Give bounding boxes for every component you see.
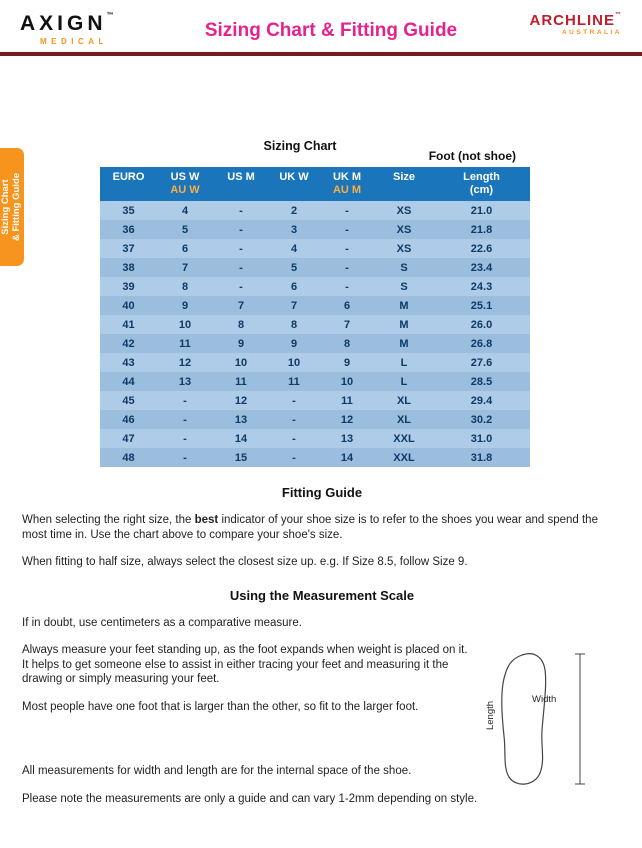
page-header: [0, 0, 642, 52]
axign-logo-tagline: MEDICAL: [40, 37, 108, 46]
table-cell: 13: [178, 375, 192, 388]
table-cell: 24.3: [470, 280, 493, 293]
table-cell: 23.4: [470, 261, 493, 274]
table-cell: 4: [290, 242, 298, 255]
column-header: Size: [375, 167, 433, 201]
table-cell: -: [183, 413, 187, 426]
archline-logo-name: [492, 12, 622, 29]
table-cell: -: [239, 204, 243, 217]
foot-outline-drawing: [488, 648, 600, 793]
side-tab-line2: & Fitting Guide: [11, 172, 22, 242]
table-cell: 12: [234, 394, 248, 407]
table-cell: 11: [288, 375, 300, 388]
sizing-table-body: [100, 201, 530, 467]
table-cell: 26.0: [470, 318, 493, 331]
page-title: Sizing Chart & Fitting Guide: [204, 20, 458, 41]
table-cell: 41: [122, 318, 135, 331]
table-row: [100, 353, 530, 372]
table-cell: 14: [340, 451, 354, 464]
archline-trademark: ™: [615, 12, 622, 18]
table-cell: 30.2: [470, 413, 493, 426]
axign-trademark: ™: [106, 12, 114, 19]
table-row: [100, 410, 530, 429]
column-header: Length (cm): [433, 167, 530, 201]
table-cell: 9: [237, 337, 245, 350]
table-cell: 7: [343, 318, 351, 331]
table-cell: 11: [341, 394, 353, 407]
table-cell: XXL: [393, 451, 415, 464]
foot-measurement-diagram: [485, 648, 600, 793]
side-tab-label: [0, 148, 24, 266]
table-cell: 25.1: [470, 299, 493, 312]
table-row: [100, 429, 530, 448]
sizing-table-header-row: [100, 167, 530, 201]
measurement-paragraph-5: Please note the measurements are only a guide and can vary 1-2mm depending on style.: [22, 792, 478, 805]
table-cell: 4: [181, 204, 189, 217]
table-cell: 27.6: [470, 356, 493, 369]
table-cell: 15: [234, 451, 248, 464]
table-cell: M: [399, 299, 409, 312]
table-cell: 10: [340, 375, 354, 388]
sizing-table: [100, 167, 530, 467]
side-tab: [0, 148, 24, 266]
table-cell: -: [345, 280, 349, 293]
measurement-paragraph-2: Always measure your feet standing up, as the foot expands when weight is placed on it. It helps to get someone else to assist in either tracing your feet and measuring it the drawing or simply measuring your feet.: [22, 644, 468, 685]
sizing-chart-section: [100, 139, 530, 467]
table-cell: 22.6: [470, 242, 493, 255]
table-cell: 10: [234, 356, 248, 369]
table-cell: 31.0: [470, 432, 493, 445]
table-cell: 14: [234, 432, 248, 445]
measurement-paragraph-3: Most people have one foot that is larger than the other, so fit to the larger foot.: [22, 700, 419, 713]
table-row: [100, 220, 530, 239]
fitting-guide-paragraph-1: [22, 513, 622, 542]
table-cell: -: [239, 280, 243, 293]
table-cell: 7: [237, 299, 245, 312]
table-cell: 26.8: [470, 337, 493, 350]
table-cell: 6: [181, 242, 189, 255]
table-cell: 10: [287, 356, 301, 369]
archline-logo: [492, 12, 622, 36]
table-row: [100, 391, 530, 410]
table-cell: 48: [122, 451, 135, 464]
table-row: [100, 334, 530, 353]
table-cell: 42: [122, 337, 135, 350]
table-cell: S: [400, 261, 408, 274]
table-cell: 40: [122, 299, 135, 312]
table-cell: 6: [290, 280, 298, 293]
table-cell: -: [239, 242, 243, 255]
column-header: US M: [213, 167, 269, 201]
table-cell: 13: [234, 413, 248, 426]
table-row: [100, 372, 530, 391]
sizing-chart-titles: [100, 139, 530, 161]
table-cell: XL: [396, 394, 412, 407]
table-cell: -: [183, 451, 187, 464]
table-cell: 9: [343, 356, 351, 369]
paragraph-text: indicator of your shoe size is to refer to the shoes you wear and spend the most time in. Use the chart above to compare your shoe's size.: [22, 514, 598, 541]
foot-not-shoe-note: Foot (not shoe): [428, 149, 516, 163]
table-cell: 6: [343, 299, 351, 312]
table-cell: 8: [343, 337, 351, 350]
table-cell: -: [239, 223, 243, 236]
foot-outline-path: [502, 654, 546, 784]
table-cell: 28.5: [470, 375, 493, 388]
table-cell: 8: [181, 280, 189, 293]
table-row: [100, 201, 530, 220]
header-divider: [0, 52, 642, 56]
table-cell: 29.4: [470, 394, 493, 407]
table-cell: 3: [290, 223, 298, 236]
table-cell: 45: [122, 394, 135, 407]
archline-logo-tagline: AUSTRALIA: [561, 29, 622, 36]
measurement-paragraph-1: If in doubt, use centimeters as a comparative measure.: [22, 616, 302, 629]
width-label: Width: [532, 694, 557, 705]
paragraph-bold-text: best: [194, 514, 219, 526]
table-cell: -: [345, 204, 349, 217]
table-cell: -: [183, 432, 187, 445]
table-cell: 2: [290, 204, 298, 217]
table-cell: S: [400, 280, 408, 293]
table-cell: 7: [181, 261, 189, 274]
table-cell: L: [400, 375, 408, 388]
fitting-guide-paragraph-2: When fitting to half size, always select the closest size up. e.g. If Size 8.5, follow Size 9.: [22, 556, 468, 568]
table-cell: 13: [340, 432, 354, 445]
axign-logo-name: [20, 12, 170, 36]
length-label: Length: [485, 700, 497, 731]
table-cell: 31.8: [470, 451, 493, 464]
table-cell: M: [399, 318, 409, 331]
archline-logo-text: ARCHLINE: [529, 12, 615, 29]
table-cell: XS: [396, 223, 412, 236]
table-cell: 46: [122, 413, 135, 426]
table-cell: -: [292, 394, 296, 407]
column-header: UK W: [269, 167, 319, 201]
table-row: [100, 258, 530, 277]
table-cell: 43: [122, 356, 135, 369]
table-row: [100, 315, 530, 334]
table-cell: 36: [122, 223, 135, 236]
table-row: [100, 448, 530, 467]
table-cell: L: [400, 356, 408, 369]
table-cell: 8: [237, 318, 245, 331]
sizing-chart-title: Sizing Chart: [263, 139, 337, 153]
column-header: UK M AU M: [319, 167, 375, 201]
table-cell: -: [239, 261, 243, 274]
table-cell: -: [345, 242, 349, 255]
table-cell: XS: [396, 204, 412, 217]
table-cell: 35: [122, 204, 135, 217]
table-cell: 21.0: [470, 204, 493, 217]
table-cell: -: [292, 413, 296, 426]
table-cell: 47: [122, 432, 135, 445]
table-row: [100, 239, 530, 258]
table-cell: 39: [122, 280, 135, 293]
table-cell: 38: [122, 261, 135, 274]
table-cell: M: [399, 337, 409, 350]
table-cell: 12: [178, 356, 192, 369]
table-cell: -: [292, 451, 296, 464]
table-cell: XXL: [393, 432, 415, 445]
table-cell: 9: [181, 299, 189, 312]
measurement-scale-heading: Using the Measurement Scale: [229, 587, 415, 603]
table-cell: 5: [181, 223, 189, 236]
table-cell: XS: [396, 242, 412, 255]
table-cell: -: [292, 432, 296, 445]
table-row: [100, 277, 530, 296]
axign-logo: [20, 12, 170, 46]
table-cell: 12: [340, 413, 354, 426]
column-header: US W AU W: [157, 167, 213, 201]
measurement-paragraph-4: All measurements for width and length are for the internal space of the shoe.: [22, 765, 412, 777]
table-cell: 21.8: [470, 223, 493, 236]
table-cell: 44: [122, 375, 135, 388]
table-cell: -: [183, 394, 187, 407]
table-cell: 10: [178, 318, 192, 331]
table-cell: 37: [122, 242, 135, 255]
axign-logo-text: AXIGN: [20, 12, 107, 35]
side-tab-line1: Sizing Chart: [0, 179, 11, 235]
table-cell: 11: [179, 337, 191, 350]
paragraph-text: When selecting the right size, the: [22, 514, 195, 526]
table-cell: -: [345, 261, 349, 274]
table-cell: -: [345, 223, 349, 236]
table-cell: XL: [396, 413, 412, 426]
table-cell: 8: [290, 318, 298, 331]
table-row: [100, 296, 530, 315]
table-cell: 11: [235, 375, 247, 388]
table-cell: 5: [290, 261, 298, 274]
table-cell: 7: [290, 299, 298, 312]
fitting-guide-heading: Fitting Guide: [281, 485, 363, 500]
table-cell: 9: [290, 337, 298, 350]
column-header: EURO: [100, 167, 157, 201]
